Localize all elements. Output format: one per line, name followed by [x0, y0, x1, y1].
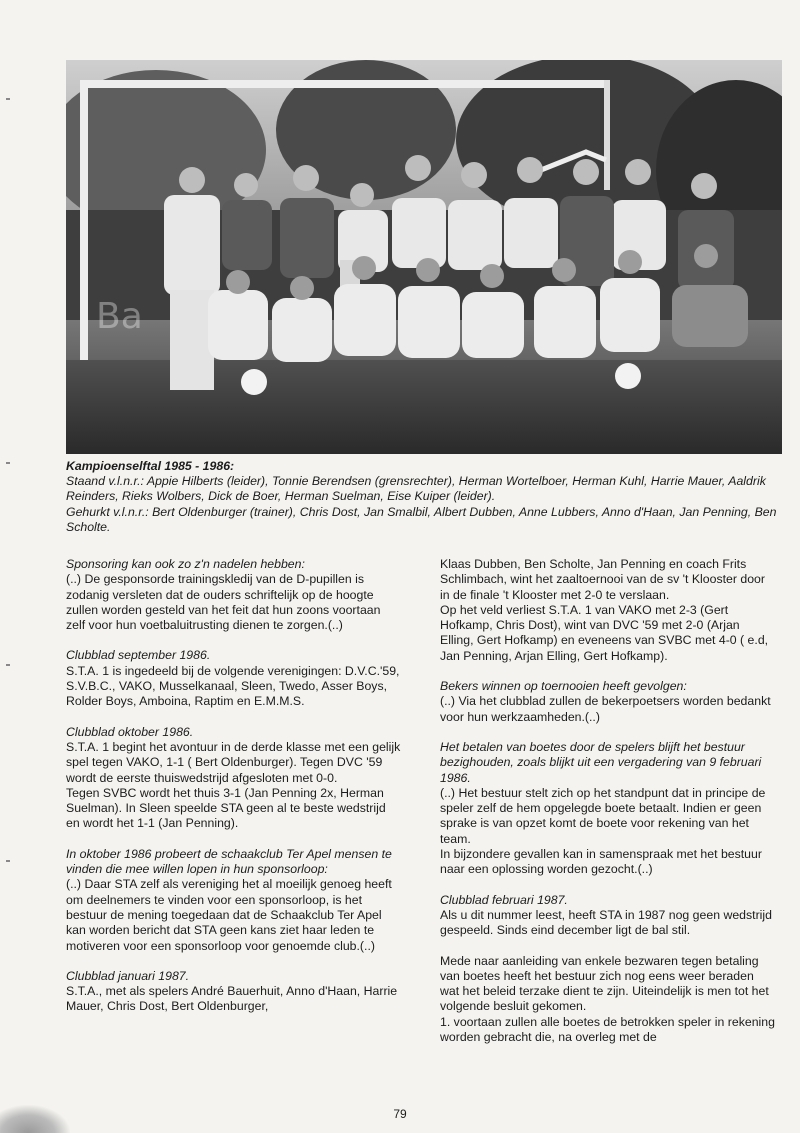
scan-mark	[6, 98, 10, 100]
section-heading: Sponsoring kan ook zo z'n nadelen hebben:	[66, 557, 305, 571]
section-text: (..) Via het clubblad zullen de bekerpoetsers worden bedankt voor hun werkzaamheden.(..)	[440, 694, 771, 724]
section-text: S.T.A. 1 begint het avontuur in de derde klasse met een gelijk spel tegen VAKO, 1-1 ( Bert Oldenburger). Tegen DVC '59 wordt de eerste thuiswedstrijd afgesloten met 0-0.	[66, 739, 401, 785]
team-photo-image	[66, 60, 782, 454]
section-text: Klaas Dubben, Ben Scholte, Jan Penning en coach Frits Schlimbach, wint het zaaltoernooi van de sv 't Klooster door in de finale 't Klooster met 2-0 te verslaan.	[440, 557, 765, 602]
section-text: Als u dit nummer leest, heeft STA in 1987 nog geen wedstrijd gespeeld. Sinds eind december ligt de bal stil.	[440, 907, 772, 938]
section-text: Tegen SVBC wordt het thuis 3-1 (Jan Penning 2x, Herman Suelman). In Sleen speelde STA geen al te beste wedstrijd en wordt het 1-1 (Jan Penning).	[66, 785, 386, 831]
section-text: S.T.A., met als spelers André Bauerhuit, Anno d'Haan, Harrie Mauer, Chris Dost, Bert Oldenburger,	[66, 984, 398, 1014]
right-column	[440, 557, 775, 1045]
section-text: (..) De gesponsorde trainingskledij van de D-pupillen is zodanig versleten dat de ouders schriftelijk op de hoogte zullen worden gesteld van het feit dat hun zoons voortaan zelf voor hun voetbaluitrusting dienen te zorgen.(..)	[66, 572, 381, 633]
section-heading: Clubblad oktober 1986.	[66, 724, 194, 739]
team-photo	[66, 60, 782, 454]
caption-standing: Staand v.l.n.r.: Appie Hilberts (leider), Tonnie Berendsen (grensrechter), Herman Wortelboer, Herman Kuhl, Harrie Mauer, Aaldrik Reinders, Rieks Wolbers, Dick de Boer, Herman Suelman, Eise Kuiper (leider).	[66, 474, 766, 504]
section-heading: In oktober 1986 probeert de schaakclub Ter Apel mensen te vinden die mee willen lopen in hun sponsorloop:	[66, 846, 392, 877]
section-heading: Clubblad januari 1987.	[66, 968, 190, 983]
section-text: (..) Daar STA zelf als vereniging het al moeilijk genoeg heeft om deelnemers te vinden voor een sponsorloop, is het bestuur de mening toegedaan dat de Schaakclub Ter Apel kan worden bericht dat STA geen kans ziet haar leden te motiveren voor een sponsorloop voor genoemde club.(..)	[66, 877, 392, 953]
scan-corner-shadow	[0, 1105, 70, 1133]
section-text: 1. voortaan zullen alle boetes de betrokken speler in rekening worden gebracht die, na overleg met de	[440, 1014, 775, 1045]
scan-mark	[6, 860, 10, 862]
scan-mark	[6, 462, 10, 464]
scan-mark	[6, 664, 10, 666]
section-text: Op het veld verliest S.T.A. 1 van VAKO met 2-3 (Gert Hofkamp, Chris Dost), wint van DVC '59 met 2-0 (Arjan Elling, Gert Hofkamp) en eveneens van SVBC met 4-0 ( e.d, Jan Penning, Arjan Elling, Gert Hofkamp).	[440, 602, 769, 663]
left-column	[66, 557, 401, 1015]
svg-text:Ba: Ba	[96, 296, 143, 337]
section-heading: Clubblad september 1986.	[66, 648, 211, 663]
photo-caption	[66, 459, 786, 535]
section-text: S.T.A. 1 is ingedeeld bij de volgende verenigingen: D.V.C.'59, S.V.B.C., VAKO, Musselkanaal, Sleen, Twedo, Asser Boys, Rolder Boys, Amboina, Raptim en E.M.M.S.	[66, 663, 400, 709]
section-heading: Bekers winnen op toernooien heeft gevolgen:	[440, 679, 687, 694]
caption-kneeling: Gehurkt v.l.n.r.: Bert Oldenburger (trainer), Chris Dost, Jan Smalbil, Albert Dubben, Anne Lubbers, Anno d'Haan, Jan Penning, Ben Scholte.	[66, 504, 777, 534]
section-heading: Clubblad februari 1987.	[440, 892, 568, 907]
caption-title: Kampioenselftal 1985 - 1986:	[66, 459, 235, 473]
page-number: 79	[393, 1107, 407, 1121]
section-text: In bijzondere gevallen kan in samenspraak met het bestuur naar een oplossing worden gezocht.(..)	[440, 847, 762, 877]
section-text: Mede naar aanleiding van enkele bezwaren tegen betaling van boetes heeft het bestuur zich nog eens weer beraden wat het beleid terzake dient te zijn. Uiteindelijk is men tot het volgende besluit gekomen.	[440, 953, 769, 1014]
section-text: (..) Het bestuur stelt zich op het standpunt dat in principe de speler zelf de hem opgelegde boete betaalt. Indien er geen sprake is van opzet komt de boete voor rekening van het team.	[440, 785, 766, 846]
section-heading: Het betalen van boetes door de spelers blijft het bestuur bezighouden, zoals blijkt uit een vergadering van 9 februari 1986.	[440, 739, 762, 785]
